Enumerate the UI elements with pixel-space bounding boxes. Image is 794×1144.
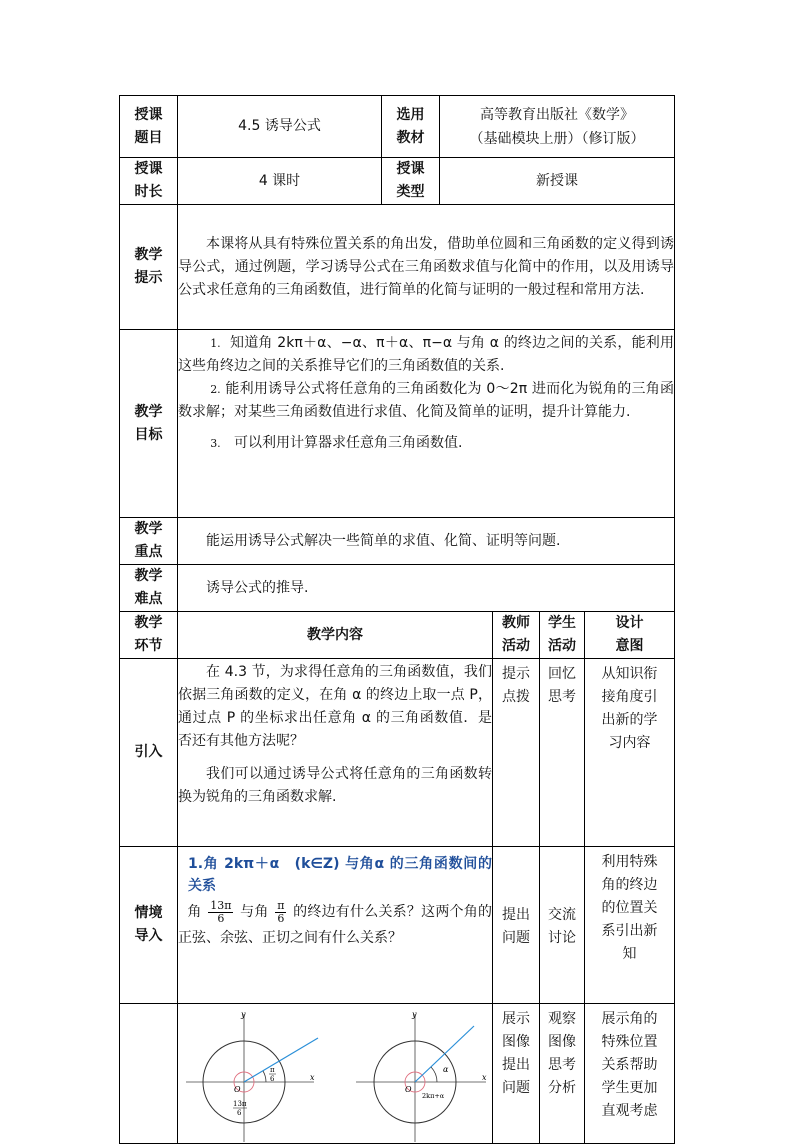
angle-arc [431, 1067, 437, 1082]
unit-circle-figure-1 [186, 1010, 318, 1142]
difficulty-text: 诱导公式的推导. [178, 565, 675, 612]
topic-label: 授课 题目 [120, 96, 178, 158]
intro-teacher-activity: 提示 点拨 [493, 659, 540, 847]
figures-student-activity: 观察 图像 思考 分析 [540, 1004, 585, 1144]
fraction-13pi-over-6: $\frac{13\pi}{6}$ [210, 898, 232, 925]
x-axis-label: x [310, 1073, 315, 1082]
intro-content [178, 659, 493, 847]
difficulty-label: 教学 难点 [120, 565, 178, 612]
type-label: 授课 类型 [382, 158, 440, 205]
row-key-point [120, 518, 675, 565]
figures-design-intent: 展示角的 特殊位置 关系帮助 学生更加 直观考虑 [585, 1004, 675, 1144]
intro-paragraph-1: 在 4.3 节，为求得任意角的三角函数值，我们依据三角函数的定义，在角 α 的终边上取一点 P，通过点 P 的坐标求出任意角 α 的三角函数值．是否还有其他方法呢？ [178, 664, 492, 749]
type-value: 新授课 [440, 158, 675, 205]
big-angle-label: 2kπ+α [422, 1092, 445, 1100]
goal-item-3: 3. 可以利用计算器求任意角三角函数值. [210, 435, 463, 451]
textbook-label: 选用 教材 [382, 96, 440, 158]
unit-circle-figures [178, 1004, 492, 1142]
row-intro [120, 659, 675, 847]
hint-label: 教学 提示 [120, 205, 178, 330]
row-goals [120, 330, 675, 518]
intro-design-intent: 从知识衔 接角度引 出新的学 习内容 [585, 659, 675, 847]
intro-student-activity: 回忆 思考 [540, 659, 585, 847]
angle-den: 6 [270, 1075, 275, 1083]
goal-item-2: 2. 能利用诱导公式将任意角的三角函数化为 0～2π 进而化为锐角的三角函数求解；对某些三角函数值进行求值、化简及简单的证明，提升计算能力. [178, 381, 674, 420]
textbook-line2: （基础模块上册）（修订版） [469, 130, 645, 147]
unit-circle-figure-2 [356, 1010, 487, 1142]
y-axis-label: y [241, 1010, 246, 1019]
angle-arc [263, 1071, 266, 1082]
situation-teacher-activity: 提出 问题 [493, 847, 540, 1004]
goals-label: 教学 目标 [120, 330, 178, 518]
key-point-text: 能运用诱导公式解决一些简单的求值、化简、证明等问题. [178, 518, 675, 565]
situation-question: 角 $\frac{13\pi}{6}$ 与角 $\frac{\pi}{6}$ 的终边有什么关系？这两个角的正弦、余弦、正切之间有什么关系？ [178, 898, 492, 946]
row-duration [120, 158, 675, 205]
terminal-ray [244, 1038, 318, 1082]
topic-value: 4.5 诱导公式 [178, 96, 382, 158]
fraction-pi-over-6: $\frac{\pi}{6}$ [277, 898, 285, 925]
situation-design-intent: 利用特殊 角的终边 的位置关 系引出新 知 [585, 847, 675, 1004]
big-angle-den: 6 [237, 1109, 242, 1117]
alpha-label: α [443, 1065, 449, 1074]
duration-value: 4 课时 [178, 158, 382, 205]
situation-heading: 1.角 2kπ＋α (k∈Z) 与角α 的三角函数间的关系 [188, 856, 492, 894]
key-point-label: 教学 重点 [120, 518, 178, 565]
goal-item-1: 1. 知道角 2kπ＋α、−α、π＋α、π−α 与角 α 的终边之间的关系，能利用这些角终边之间的关系推导它们的三角函数值的关系. [178, 335, 674, 374]
situation-student-activity: 交流 讨论 [540, 847, 585, 1004]
duration-label: 授课 时长 [120, 158, 178, 205]
angle-num: π [270, 1066, 275, 1074]
hint-text: 本课将从具有特殊位置关系的角出发，借助单位圆和三角函数的定义得到诱导公式，通过例题，学习诱导公式在三角函数求值与化简中的作用，以及用诱导公式求任意角的三角函数值，进行简单的化简与证明的一般过程和常用方法. [178, 205, 675, 330]
textbook-value [440, 96, 675, 158]
origin-label: O [234, 1085, 241, 1094]
col-student-header: 学生 活动 [540, 612, 585, 659]
origin-label: O [405, 1085, 412, 1094]
big-angle-num: 13π [233, 1100, 247, 1108]
col-teacher-header: 教师 活动 [493, 612, 540, 659]
situation-content [178, 847, 493, 1004]
goals-content [178, 330, 675, 518]
x-axis-label: x [482, 1073, 487, 1082]
y-axis-label: y [412, 1010, 417, 1019]
col-design-header: 设计 意图 [585, 612, 675, 659]
figures-teacher-activity: 展示 图像 提出 问题 [493, 1004, 540, 1144]
intro-paragraph-2: 我们可以通过诱导公式将任意角的三角函数转换为锐角的三角函数求解. [178, 766, 492, 805]
row-topic [120, 96, 675, 158]
row-hint [120, 205, 675, 330]
col-content-header: 教学内容 [178, 612, 493, 659]
textbook-line1: 高等教育出版社《数学》 [480, 106, 634, 123]
col-stage-header: 教学 环节 [120, 612, 178, 659]
lesson-plan-table [119, 95, 675, 1144]
intro-stage: 引入 [120, 659, 178, 847]
row-situation [120, 847, 675, 1004]
row-column-headers [120, 612, 675, 659]
situation-stage: 情境 导入 [120, 847, 178, 1004]
row-difficulty [120, 565, 675, 612]
